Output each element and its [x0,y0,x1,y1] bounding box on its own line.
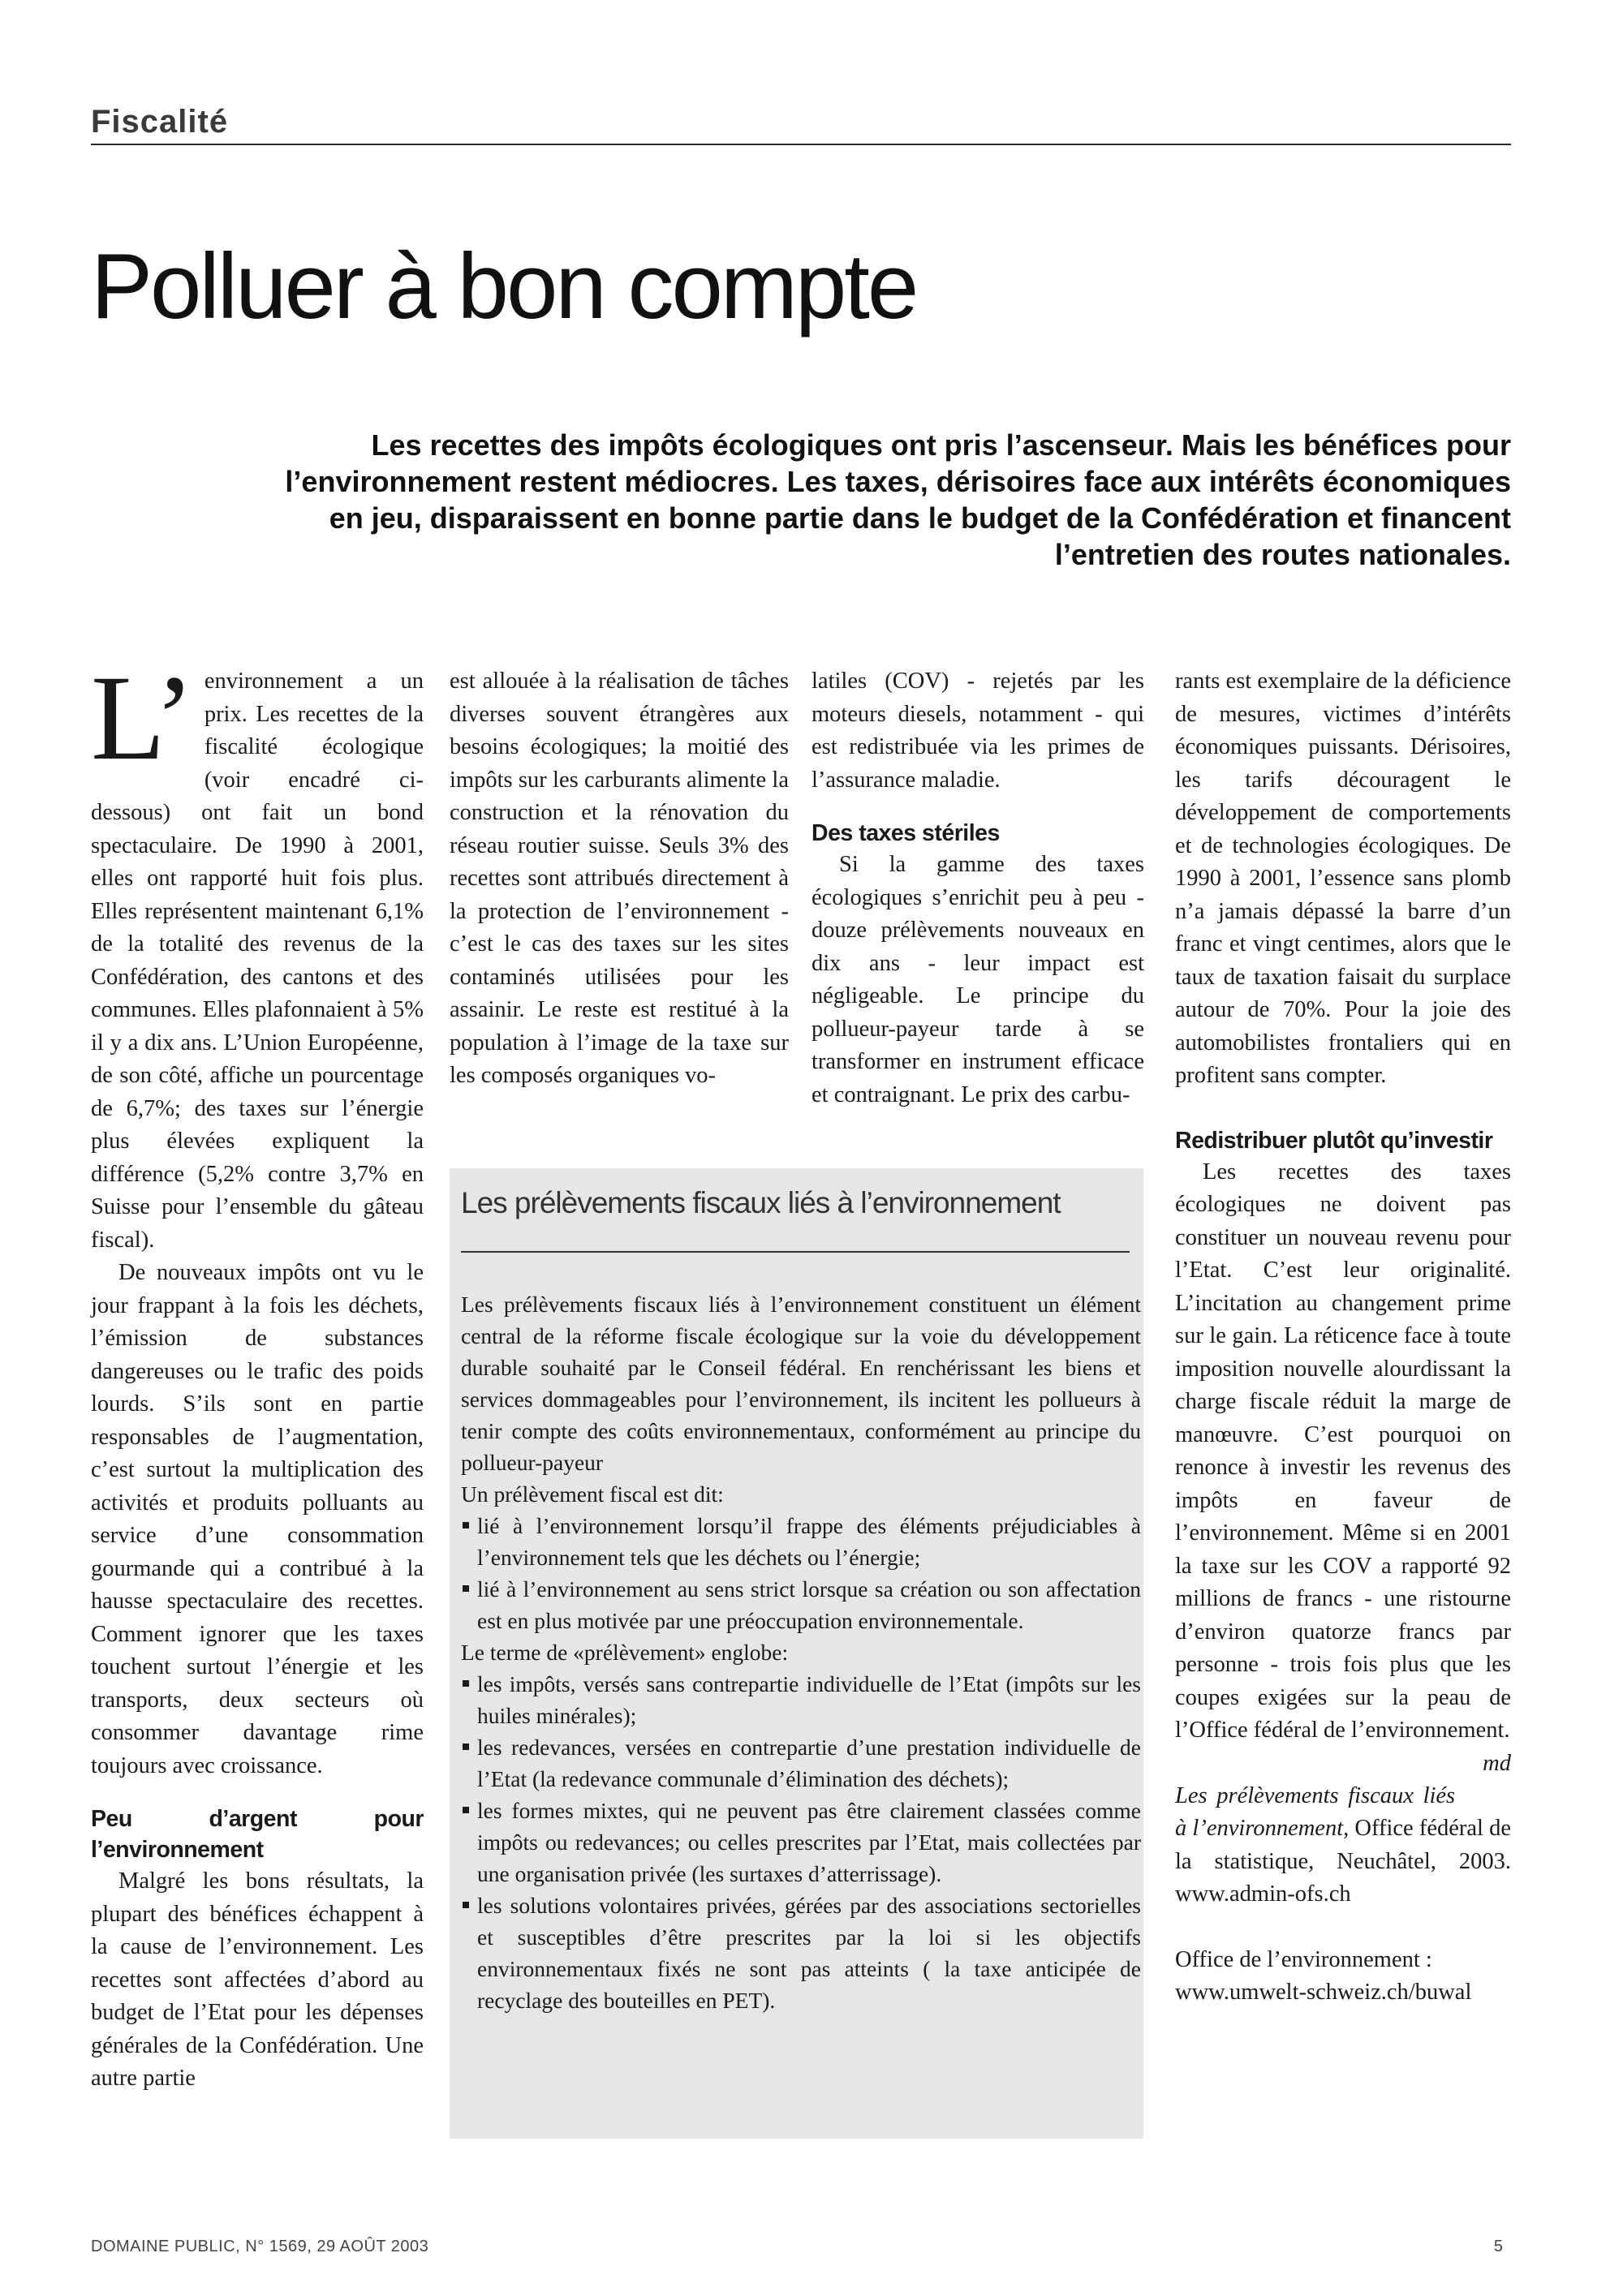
paragraph: De nouveaux impôts ont vu le jour frappant à la fois les déchets, l’émission de substances dangereuses ou le trafic des poids lourds. S’ils sont en partie responsables de l’augmentation, c’est surtout la multiplication des activités et produits polluants au service d’une consommation gourmande qui a contribué à la hausse spectaculaire des recettes. Comment ignorer que les taxes touchent surtout l’énergie et les transports, deux secteurs où consommer davantage rime toujours avec croissance. [91,1260,424,1778]
box-term-lead: Le terme de «prélèvement» englobe: [461,1640,789,1665]
list-item: lié à l’environnement lorsqu’il frappe des éléments préjudiciables à l’environnement tels que les déchets ou l’énergie; [461,1510,1141,1573]
box-title: Les prélèvements fiscaux liés à l’environnement [461,1186,1061,1219]
list-item: les solutions volontaires privées, gérées par des associations sectorielles et susceptibles d’être prescrites par la loi si les objectifs environnementaux fixés ne sont pas atteints ( la taxe anticipée de recyclage des bouteilles en PET). [461,1890,1141,2016]
drop-cap: L’ [91,651,195,785]
box-def-lead: Un prélèvement fiscal est dit: [461,1481,724,1507]
subhead-peu-dargent: Peu d’argent pour l’environnement [91,1806,424,1863]
paragraph [1175,1156,1511,1776]
section-label: Fiscalité [91,104,229,140]
column-2 [450,665,789,1093]
article-title: Polluer à bon compte [91,235,917,338]
list-item: les formes mixtes, qui ne peuvent pas être clairement classées comme impôts ou redevances; ou celles prescrites par l’Etat, mais collectées par une organisation privée (les surtaxes d’atterrissage). [461,1795,1141,1890]
info-box [450,1168,1143,2139]
list-item: les impôts, versés sans contrepartie individuelle de l’Etat (impôts sur les huiles minérales); [461,1668,1141,1731]
paragraph: Malgré les bons résultats, la plupart des bénéfices échappent à la cause de l’environnement. Les recettes sont affectées d’abord au budget de l’Etat pour les dépenses générales de la Confédération. Une autre partie [91,1868,424,2091]
paragraph [91,651,424,1257]
box-term-list [461,1668,1141,2016]
reference-title: Les prélèvements fiscaux liés à l’environnement, [1175,1782,1456,1841]
box-body [461,1288,1141,2016]
subhead-des-taxes-steriles: Des taxes stériles [812,820,1000,846]
box-rule [461,1251,1130,1253]
list-item: les redevances, versées en contrepartie d’une prestation individuelle de l’Etat (la redevance communale d’élimination des déchets); [461,1731,1141,1795]
column-1 [91,651,424,2096]
paragraph: rants est exemplaire de la déficience de mesures, victimes d’intérêts économiques puissants. Dérisoires, les tarifs découragent le développement de comportements et de technologies écologiques. De 1990 à 2001, l’essence sans plomb n’a jamais dépassé la barre d’un franc et vingt centimes, alors que le taux de taxation faisait du surplace autour de 70%. Pour la joie des automobilistes frontaliers qui en profitent sans compter. [1175,669,1511,1088]
reference-details[interactable]: Office fédéral de la statistique, Neuchâtel, 2003. www.admin-ofs.ch [1175,1816,1512,1907]
column-4 [1175,665,1511,2010]
box-def-list [461,1510,1141,1636]
paragraph: est allouée à la réalisation de tâches diverses souvent étrangères aux besoins écologiques; la moitié des impôts sur les carburants alimente la construction et la rénovation du réseau routier suisse. Seuls 3% des recettes sont attribués directement à la protection de l’environnement - c’est le cas des taxes sur les sites contaminés utilisées pour les assainir. Le reste est restitué à la population à l’image de la taxe sur les composés organiques vo- [450,669,789,1088]
paragraph-text: Les recettes des taxes écologiques ne doivent pas constituer un nouveau revenu pour l’Etat. C’est leur originalité. L’incitation au changement prime sur le gain. La réticence face à toute imposition nouvelle alourdissant la charge fiscale réduit la marge de manœuvre. C’est pourquoi on renonce à investir les revenus des impôts en faveur de l’environnement. Même si en 2001 la taxe sur les COV a rapporté 92 millions de francs - une ristourne d’environ quatorze francs par personne - trois fois plus que les coupes exigées sur la peau de l’Office fédéral de l’environnement. [1175,1159,1511,1743]
page-number: 5 [1493,2238,1503,2255]
subhead-redistribuer: Redistribuer plutôt qu’investir [1175,1127,1493,1154]
paragraph-text: environnement a un prix. Les recettes de la fiscalité écologique (voir encadré ci-dessous) ont fait un bond spectaculaire. De 1990 à 2001, elles ont rapporté huit fois plus. Elles représentent maintenant 6,1% de la totalité des revenus de la Confédération, des cantons et des communes. Elles plafonnaient à 5% il y a dix ans. L’Union Européenne, de son côté, affiche un pourcentage de 6,7%; des taxes sur l’énergie plus élevées expliquent la différence (5,2% contre 3,7% en Suisse pour l’ensemble du gâteau fiscal). [91,669,424,1253]
footer-publication: DOMAINE PUBLIC, N° 1569, 29 AOÛT 2003 [91,2238,429,2255]
author-signature: md [1483,1750,1511,1776]
reference-office [1175,1944,1511,2010]
article-lede: Les recettes des impôts écologiques ont pris l’ascenseur. Mais les bénéfices pour l’environnement restent médiocres. Les taxes, dérisoires face aux intérêts économiques en jeu, disparaissent en bonne partie dans le budget de la Confédération et financent l’entretien des routes nationales. [285,428,1511,571]
paragraph: Si la gamme des taxes écologiques s’enrichit peu à peu - douze prélèvements nouveaux en dix ans - leur impact est négligeable. Le principe du pollueur-payeur tarde à se transformer en instrument efficace et contraignant. Le prix des carbu- [812,852,1144,1107]
reference-office-name: Office de l’environnement : [1175,1946,1432,1972]
header-rule [91,144,1511,145]
box-intro: Les prélèvements fiscaux liés à l’environnement constituent un élément central de la réforme fiscale écologique sur la voie du développement durable souhaité par le Conseil fédéral. En renchérissant les biens et services dommageables pour l’environnement, ils incitent les pollueurs à tenir compte des coûts environnementaux, conformément au principe du pollueur-payeur [461,1292,1141,1475]
column-3 [812,665,1144,1111]
reference-publication [1175,1780,1511,1911]
reference-office-link[interactable]: www.umwelt-schweiz.ch/buwal [1175,1980,1472,2005]
paragraph: latiles (COV) - rejetés par les moteurs diesels, notamment - qui est redistribuée via les primes de l’assurance maladie. [812,669,1144,793]
list-item: lié à l’environnement au sens strict lorsque sa création ou son affectation est en plus motivée par une préoccupation environnementale. [461,1573,1141,1636]
